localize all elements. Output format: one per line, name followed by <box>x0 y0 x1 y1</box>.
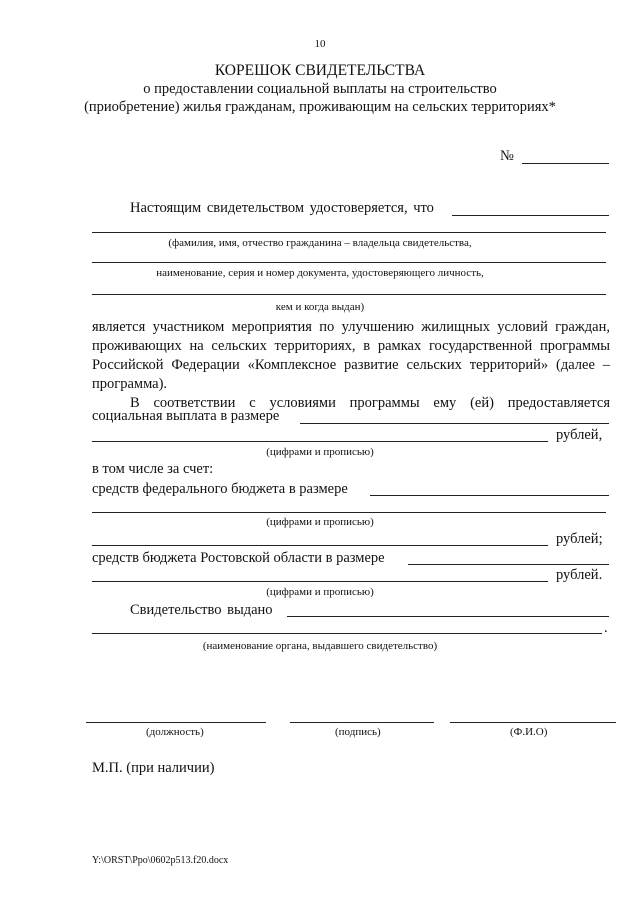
paragraph-line: В соответствии с условиями программы ему (ей) предоставляется <box>130 395 610 411</box>
payment-amount-line-1 <box>300 423 609 424</box>
paragraph-line: Российской Федерации «Комплексное развитие сельских территорий» (далее – <box>92 357 610 373</box>
regional-budget-label: средств бюджета Ростовской области в размере <box>92 550 385 566</box>
payment-amount-line-2 <box>92 441 548 442</box>
paragraph-line: проживающих на сельских территориях, в рамках государственной программы <box>92 338 610 354</box>
holder-name-line-2 <box>92 232 606 233</box>
caption-doc: наименование, серия и номер документа, удостоверяющего личность, <box>156 267 484 279</box>
title-subline-1: о предоставлении социальной выплаты на строительство <box>143 81 497 97</box>
name-line <box>450 722 616 723</box>
regional-amount-line-2 <box>92 581 548 582</box>
footer-file-path: Y:\ORST\Ppo\0602p513.f20.docx <box>92 855 229 866</box>
authority-line-2 <box>92 633 602 634</box>
caption-digits-1: (цифрами и прописью) <box>266 446 374 458</box>
rubles-label-2: рублей; <box>556 531 603 547</box>
position-line <box>86 722 266 723</box>
caption-name: (Ф.И.О) <box>510 726 548 738</box>
regional-amount-line-1 <box>408 564 609 565</box>
number-label: № <box>500 148 514 164</box>
document-title: КОРЕШОК СВИДЕТЕЛЬСТВА <box>214 62 426 79</box>
caption-fio: (фамилия, имя, отчество гражданина – владельца свидетельства, <box>168 237 472 249</box>
authority-line-1 <box>287 616 609 617</box>
participant-paragraph <box>92 318 610 394</box>
federal-amount-line-1 <box>370 495 609 496</box>
caption-signature: (подпись) <box>335 726 381 738</box>
holder-name-line-1 <box>452 215 609 216</box>
caption-authority: (наименование органа, выдавшего свидетельство) <box>202 640 438 652</box>
caption-issued: кем и когда выдан) <box>275 301 365 313</box>
caption-digits-2: (цифрами и прописью) <box>266 516 374 528</box>
title-subline-2: (приобретение) жилья гражданам, проживающим на сельских территориях* <box>84 99 556 115</box>
issued-by-line <box>92 294 606 295</box>
federal-budget-label: средств федерального бюджета в размере <box>92 481 348 497</box>
caption-digits-3: (цифрами и прописью) <box>266 586 374 598</box>
signature-line <box>290 722 434 723</box>
including-label: в том числе за счет: <box>92 461 214 477</box>
paragraph-line: является участником мероприятия по улучшению жилищных условий граждан, <box>92 319 610 335</box>
rubles-label-3: рублей. <box>556 567 603 583</box>
stamp-label: М.П. (при наличии) <box>92 760 215 776</box>
payment-label: социальная выплата в размере <box>92 408 280 424</box>
number-field-line <box>522 163 609 164</box>
paragraph-line: программа). <box>92 376 168 392</box>
period-mark: . <box>604 620 608 636</box>
certify-text: Настоящим свидетельством удостоверяется, что <box>130 200 434 216</box>
federal-amount-line-3 <box>92 545 548 546</box>
federal-amount-line-2 <box>92 512 606 513</box>
page-number: 10 <box>314 38 326 50</box>
rubles-label-1: рублей, <box>556 427 603 443</box>
document-line <box>92 262 606 263</box>
issued-label: Свидетельство выдано <box>130 602 273 618</box>
caption-position: (должность) <box>146 726 204 738</box>
